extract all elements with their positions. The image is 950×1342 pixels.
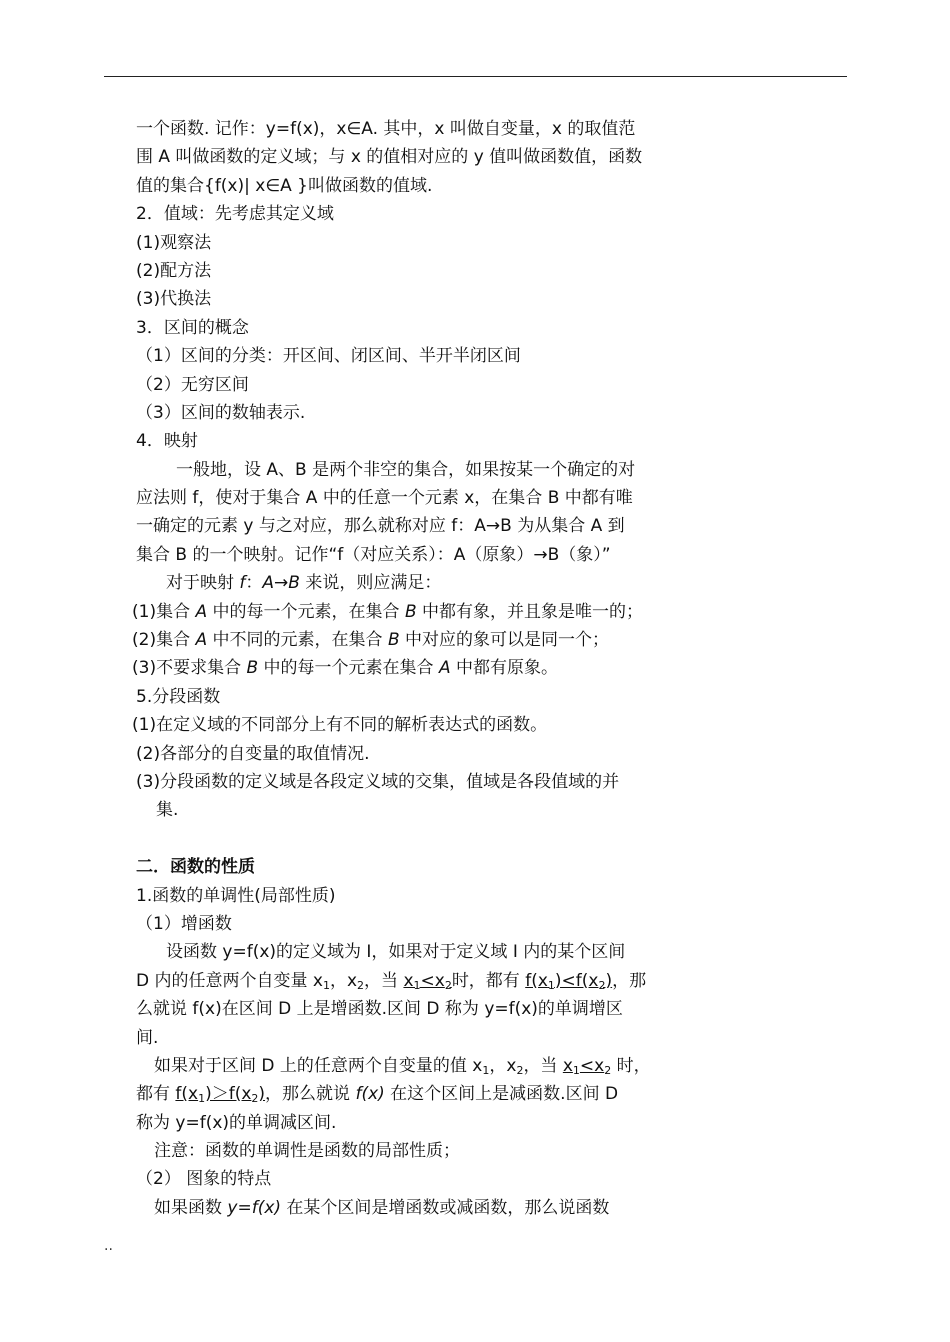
list-item: (2)各部分的自变量的取值情况. (136, 743, 370, 764)
page-footer-mark: .. (104, 1238, 113, 1254)
paragraph-line: D 内的任意两个自变量 $x_1$，$x_2$，当 $x_1<x_2$时，都有 $f(x_1)<f(x_2)$，那 (136, 970, 647, 992)
paragraph-line: 一个函数. 记作：y=f(x)，x∈A. 其中，x 叫做自变量，x 的取值范 (136, 119, 636, 139)
header-rule (104, 76, 847, 77)
paragraph-line: 么就说 f(x)在区间 D 上是增函数.区间 D 称为 y=f(x)的单调增区 (136, 999, 623, 1020)
paragraph-line: 一确定的元素 y 与之对应，那么就称对应 f：A→B 为从集合 A 到 (136, 516, 625, 537)
list-item: (3)分段函数的定义域是各段定义域的交集，值域是各段值域的并 (136, 771, 620, 792)
list-item: (3)不要求集合 B 中的每一个元素在集合 A 中都有原象。 (132, 658, 559, 679)
list-item: （1）区间的分类：开区间、闭区间、半开半闭区间 (136, 346, 521, 367)
list-item: （3）区间的数轴表示. (136, 402, 306, 423)
list-item: (1)集合 A 中的每一个元素，在集合 B 中都有象，并且象是唯一的； (132, 601, 644, 622)
list-item: (2)集合 A 中不同的元素，在集合 B 中对应的象可以是同一个； (132, 630, 610, 651)
paragraph-line: 围 A 叫做函数的定义域；与 x 的值相对应的 y 值叫做函数值，函数 (136, 147, 643, 168)
list-item: (1)观察法 (136, 232, 212, 253)
document-body (132, 115, 681, 1222)
paragraph-line: 间. (136, 1027, 159, 1048)
paragraph-line: 如果对于区间 D 上的任意两个自变量的值 $x_1$，$x_2$，当 $x_1<x_2$ 时， (154, 1055, 651, 1077)
list-item: (3)代换法 (136, 289, 212, 310)
subsection-heading: 1.函数的单调性(局部性质) (136, 885, 336, 906)
section-heading-mapping: 4．映射 (136, 431, 198, 452)
subsection-heading: （1）增函数 (136, 913, 232, 934)
paragraph-line: 设函数 y=f(x)的定义域为 I，如果对于定义域 I 内的某个区间 (166, 942, 626, 963)
paragraph-line: 如果函数 y=f(x) 在某个区间是增函数或减函数，那么说函数 (154, 1197, 610, 1218)
section-heading-interval: 3．区间的概念 (136, 317, 249, 338)
subsection-heading: （2） 图象的特点 (136, 1169, 272, 1190)
paragraph-line: 应法则 f，使对于集合 A 中的任意一个元素 x，在集合 B 中都有唯 (136, 488, 633, 509)
list-item-continuation: 集. (156, 800, 179, 821)
paragraph-line: 都有 $f(x_1)>f(x_2)$，那么就说 f(x) 在这个区间上是减函数.区间 D (136, 1084, 619, 1106)
paragraph-line: 对于映射 f：A→B 来说，则应满足： (166, 573, 442, 594)
paragraph-line: 集合 B 的一个映射。记作“f（对应关系）：A（原象）→B（象）” (136, 544, 611, 565)
paragraph-line: 值的集合{f(x)| x∈A }叫做函数的值域. (136, 175, 433, 196)
blank-line (136, 825, 681, 853)
paragraph-line: 称为 y=f(x)的单调减区间. (136, 1112, 337, 1133)
list-item: (1)在定义域的不同部分上有不同的解析表达式的函数。 (132, 715, 548, 736)
section-heading-range: 2．值域：先考虑其定义域 (136, 204, 334, 225)
section-heading-piecewise: 5.分段函数 (136, 686, 221, 707)
paragraph-line: 一般地，设 A、B 是两个非空的集合，如果按某一个确定的对 (176, 459, 636, 480)
part-title: 二．函数的性质 (136, 857, 255, 878)
note-line: 注意：函数的单调性是函数的局部性质； (154, 1141, 460, 1162)
list-item: （2）无穷区间 (136, 374, 249, 395)
list-item: (2)配方法 (136, 260, 212, 281)
